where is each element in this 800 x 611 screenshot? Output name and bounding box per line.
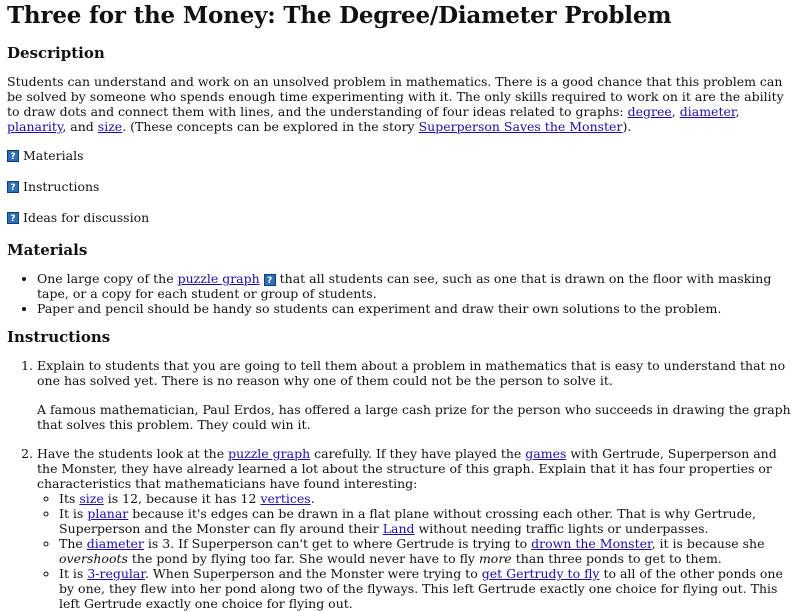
text: The: [59, 536, 87, 551]
toc-item-materials[interactable]: [7, 148, 793, 163]
description-text-tail: . (These concepts can be explored in the story: [122, 119, 419, 134]
properties-list: [37, 491, 793, 611]
text: It is: [59, 566, 88, 581]
list-item: [37, 446, 793, 611]
page-title: Three for the Money: The Degree/Diameter Problem: [7, 2, 672, 29]
link-icon[interactable]: ?: [7, 212, 19, 224]
link-puzzle-graph[interactable]: puzzle graph: [228, 446, 311, 461]
list-item: [37, 358, 793, 432]
step2-text: Have the students look at the: [37, 446, 229, 461]
list-item: • Paper and pencil should be handy so students can experiment and draw their own solutions to the problem.: [37, 301, 793, 316]
link-3-regular[interactable]: 3-regular: [87, 566, 145, 581]
description-heading: Description: [7, 44, 105, 62]
link-land[interactable]: Land: [382, 521, 415, 536]
list-item: [37, 271, 793, 301]
link-games[interactable]: games: [525, 446, 567, 461]
materials-list: [7, 271, 793, 316]
text: It is: [59, 506, 88, 521]
list-item: [59, 491, 793, 506]
instructions-heading: Instructions: [7, 328, 111, 346]
description-text: Students can understand and work on an unsolved problem in mathematics. There is a good chance that this problem can be solved by someone who spends enough time experimenting with it. The only skills required to work on it are the ability to draw dots and connect them with lines, and the understanding of four ideas related to graphs:: [7, 74, 784, 119]
link-icon[interactable]: ?: [7, 150, 19, 162]
text: to all of the other ponds one by one, they flew into her pond along two of the flyways. This left Gertrude exactly one choice for flying out. This left Gertrude exactly one choice for flying out.: [59, 566, 783, 611]
link-size[interactable]: size: [79, 491, 104, 506]
text: is 3. If Superperson can't get to where Gertrude is trying to: [143, 536, 532, 551]
text: .: [310, 491, 315, 506]
toc-item-instructions[interactable]: [7, 179, 793, 194]
link-diameter[interactable]: diameter: [86, 536, 144, 551]
text: without needing traffic lights or underpasses.: [414, 521, 709, 536]
text: . When Superperson and the Monster were trying to: [144, 566, 482, 581]
text: the pond by flying too far. She would never have to fly: [127, 551, 479, 566]
toc-item-ideas[interactable]: [7, 210, 793, 225]
separator-text: ,: [735, 104, 740, 119]
page-content: [0, 2, 800, 611]
text: because it's edges can be drawn in a flat plane without crossing each other. That is why Gertrude, Superperson and the Monster can fly around their: [59, 506, 756, 536]
description-paragraph: [7, 74, 793, 134]
link-planarity[interactable]: planarity: [7, 119, 63, 134]
link-puzzle-graph[interactable]: puzzle graph: [177, 271, 260, 286]
text: , it is because she: [651, 536, 765, 551]
step2-text: carefully. If they have played the: [310, 446, 526, 461]
image-link-icon[interactable]: ?: [264, 274, 276, 286]
step1-paragraph2: A famous mathematician, Paul Erdos, has offered a large cash prize for the person who succeeds in drawing the graph that solves this problem. They could win it.: [37, 402, 791, 432]
link-superperson-story[interactable]: Superperson Saves the Monster: [418, 119, 623, 134]
toc-label-materials[interactable]: Materials: [23, 148, 84, 163]
link-vertices[interactable]: vertices: [260, 491, 311, 506]
toc-label-instructions[interactable]: Instructions: [23, 179, 100, 194]
materials-heading: Materials: [7, 241, 88, 259]
list-item: [59, 536, 793, 566]
text: Its: [59, 491, 80, 506]
step1-paragraph1: 1. Explain to students that you are going to tell them about a problem in mathematics that is easy to understand that no one has solved yet. There is no reason why one of them could not be the person to solve it.: [37, 358, 786, 388]
materials-item1-text: One large copy of the: [37, 271, 178, 286]
separator-text: , and: [62, 119, 98, 134]
instructions-list: [7, 358, 793, 611]
emphasis-text: overshoots: [59, 551, 128, 566]
text: is 12, because it has 12: [103, 491, 261, 506]
link-get-gertrudy-to-fly[interactable]: get Gertrudy to fly: [481, 566, 600, 581]
emphasis-text: more: [478, 551, 512, 566]
materials-item1-tail: that all students can see, such as one that is drawn on the floor with masking tape, or a copy for each student or group of students.: [37, 271, 772, 301]
link-planar[interactable]: planar: [87, 506, 129, 521]
list-item: [59, 506, 793, 536]
step2-text: with Gertrude, Superperson and the Monster, they have already learned a lot about the structure of this graph. Explain that it has four properties or characteristics that mathematicians have found interesting:: [37, 446, 777, 491]
link-diameter[interactable]: diameter: [679, 104, 736, 119]
separator-text: ,: [671, 104, 680, 119]
link-degree[interactable]: degree: [627, 104, 672, 119]
text: than three ponds to get to them.: [511, 551, 722, 566]
description-text-end: ).: [622, 119, 632, 134]
list-item: [59, 566, 793, 611]
link-size[interactable]: size: [97, 119, 123, 134]
toc-label-ideas[interactable]: Ideas for discussion: [23, 210, 150, 225]
link-drown-the-monster[interactable]: drown the Monster: [531, 536, 652, 551]
link-icon[interactable]: ?: [7, 181, 19, 193]
